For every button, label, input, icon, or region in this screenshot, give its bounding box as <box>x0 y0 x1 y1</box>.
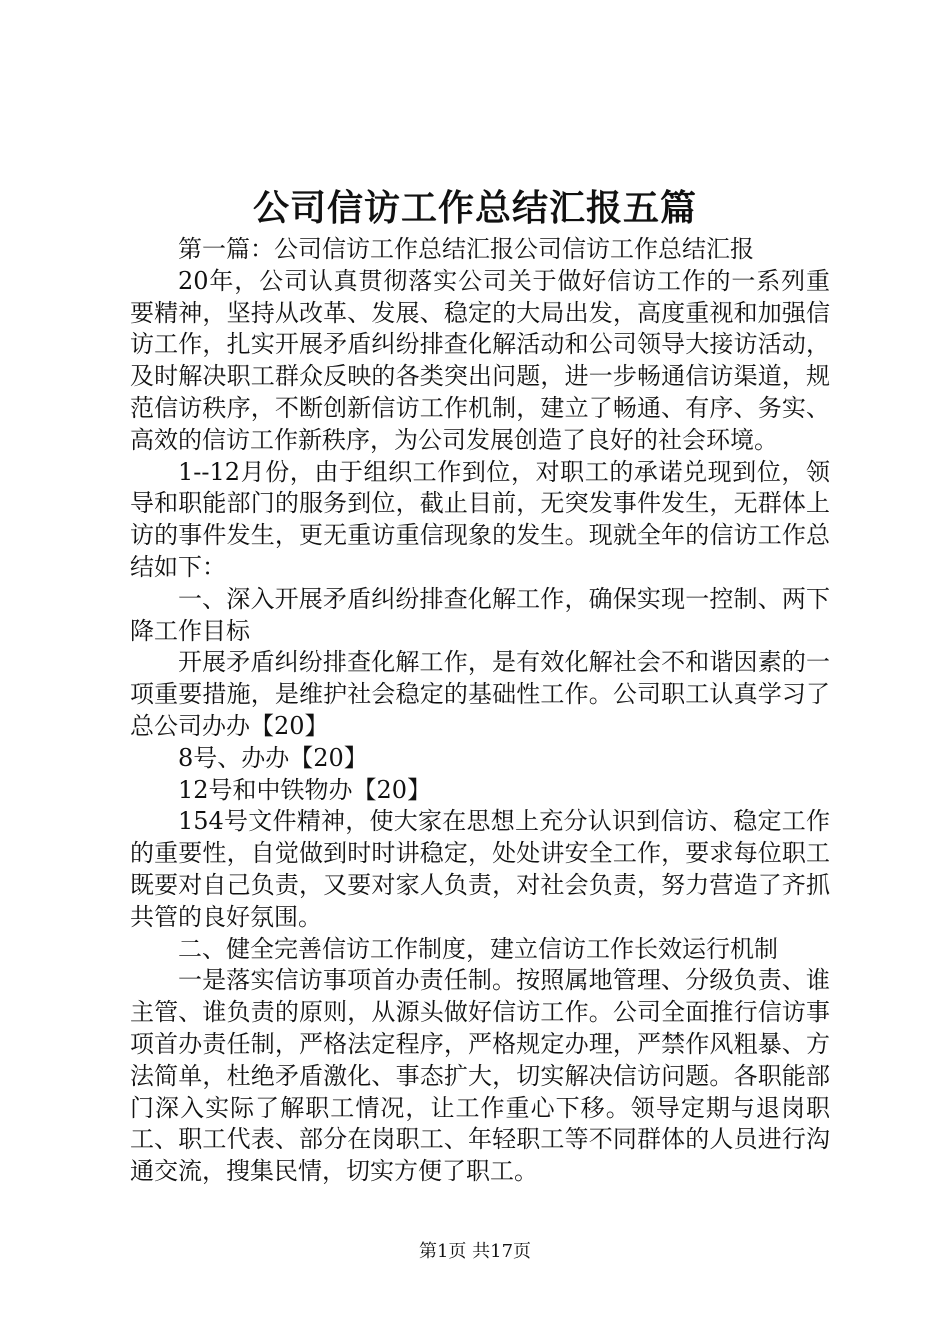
paragraph-section-heading: 第一篇：公司信访工作总结汇报公司信访工作总结汇报 <box>178 235 754 263</box>
paragraph: 开展矛盾纠纷排查化解工作，是有效化解社会不和谐因素的一项重要措施，是维护社会稳定的基础性工作。公司职工认真学习了总公司办办【20】 <box>130 648 830 740</box>
paragraph-subheading: 一、深入开展矛盾纠纷排查化解工作，确保实现一控制、两下降工作目标 <box>130 584 830 645</box>
paragraph: 8号、办办【20】 <box>178 743 368 772</box>
paragraph: 1--12月份，由于组织工作到位，对职工的承诺兑现到位，领导和职能部门的服务到位，截止目前，无突发事件发生，无群体上访的事件发生，更无重访重信现象的发生。现就全年的信访工作总结如下： <box>130 457 830 581</box>
document-title: 公司信访工作总结汇报五篇 <box>252 187 697 229</box>
paragraph-subheading: 二、健全完善信访工作制度，建立信访工作长效运行机制 <box>178 934 778 963</box>
document-body <box>130 234 830 1188</box>
page-footer: 第1页 共17页 <box>418 1241 532 1262</box>
paragraph: 12号和中铁物办【20】 <box>178 775 432 804</box>
paragraph: 一是落实信访事项首办责任制。按照属地管理、分级负责、谁主管、谁负责的原则，从源头做好信访工作。公司全面推行信访事项首办责任制，严格法定程序，严格规定办理，严禁作风粗暴、方法简单，杜绝矛盾激化、事态扩大，切实解决信访问题。各职能部门深入实际了解职工情况，让工作重心下移。领导定期与退岗职工、职工代表、部分在岗职工、年轻职工等不同群体的人员进行沟通交流，搜集民情，切实方便了职工。 <box>130 966 830 1186</box>
paragraph: 20年，公司认真贯彻落实公司关于做好信访工作的一系列重要精神，坚持从改革、发展、稳定的大局出发，高度重视和加强信访工作，扎实开展矛盾纠纷排查化解活动和公司领导大接访活动，及时解决职工群众反映的各类突出问题，进一步畅通信访渠道，规范信访秩序，不断创新信访工作机制，建立了畅通、有序、务实、高效的信访工作新秩序，为公司发展创造了良好的社会环境。 <box>130 266 830 454</box>
paragraph: 154号文件精神，使大家在思想上充分认识到信访、稳定工作的重要性，自觉做到时时讲稳定，处处讲安全工作，要求每位职工既要对自己负责，又要对家人负责，对社会负责，努力营造了齐抓共管的良好氛围。 <box>130 807 830 931</box>
